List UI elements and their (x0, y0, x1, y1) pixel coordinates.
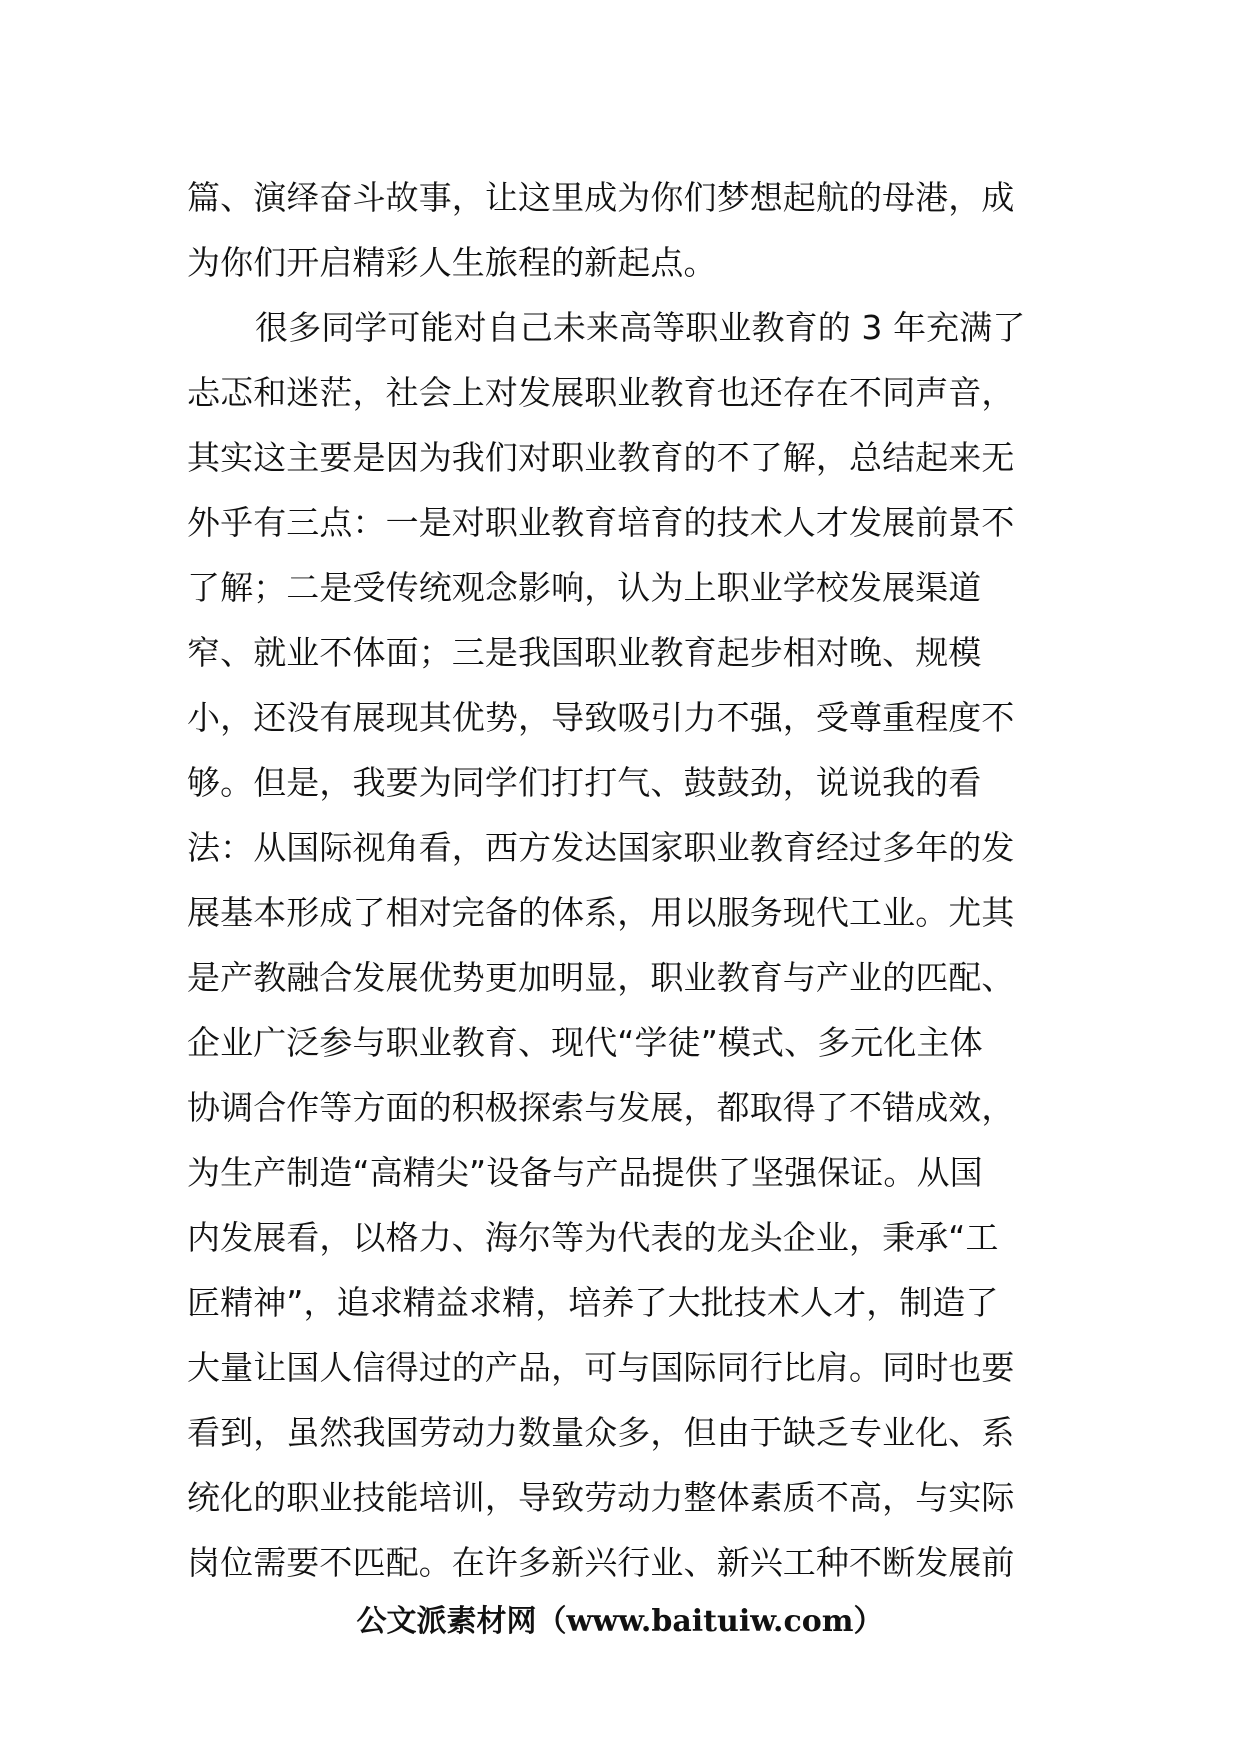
text-line: 展基本形成了相对完备的体系，用以服务现代工业。尤其 (187, 893, 1015, 932)
text-line: 够。但是，我要为同学们打打气、鼓鼓劲，说说我的看 (187, 763, 982, 802)
body-text (187, 165, 1067, 1595)
text-line: 是产教融合发展优势更加明显，职业教育与产业的匹配、 (187, 958, 1015, 997)
text-line: 忐忑和迷茫，社会上对发展职业教育也还存在不同声音， (187, 373, 1015, 412)
text-line: 了解；二是受传统观念影响，认为上职业学校发展渠道 (187, 568, 982, 607)
text-line: 其实这主要是因为我们对职业教育的不了解，总结起来无 (187, 438, 1015, 477)
text-line: 企业广泛参与职业教育、现代“学徒”模式、多元化主体 (187, 1023, 983, 1062)
text-line: 大量让国人信得过的产品，可与国际同行比肩。同时也要 (187, 1348, 1015, 1387)
text-line: 为生产制造“高精尖”设备与产品提供了坚强保证。从国 (187, 1153, 983, 1192)
text-line: 篇、演绎奋斗故事，让这里成为你们梦想起航的母港，成 (187, 178, 1015, 217)
text-line: 法：从国际视角看，西方发达国家职业教育经过多年的发 (187, 828, 1015, 867)
text-line: 小，还没有展现其优势，导致吸引力不强，受尊重程度不 (187, 698, 1015, 737)
text-line: 岗位需要不匹配。在许多新兴行业、新兴工种不断发展前 (187, 1543, 1015, 1582)
text-line: 协调合作等方面的积极探索与发展，都取得了不错成效， (187, 1088, 1015, 1127)
text-line: 匠精神”，追求精益求精，培养了大批技术人才，制造了 (187, 1283, 999, 1322)
text-line: 统化的职业技能培训，导致劳动力整体素质不高，与实际 (187, 1478, 1015, 1517)
text-line: 外乎有三点：一是对职业教育培育的技术人才发展前景不 (187, 503, 1015, 542)
footer-watermark: 公文派素材网（www.baituiw.com） (356, 1604, 884, 1639)
text-line: 看到，虽然我国劳动力数量众多，但由于缺乏专业化、系 (187, 1413, 1015, 1452)
text-line: 内发展看，以格力、海尔等为代表的龙头企业，秉承“工 (187, 1218, 999, 1257)
paragraph-start-line: 很多同学可能对自己未来高等职业教育的 3 年充满了 (255, 308, 1026, 347)
text-line: 窄、就业不体面；三是我国职业教育起步相对晚、规模 (187, 633, 982, 672)
text-line: 为你们开启精彩人生旅程的新起点。 (187, 243, 717, 282)
